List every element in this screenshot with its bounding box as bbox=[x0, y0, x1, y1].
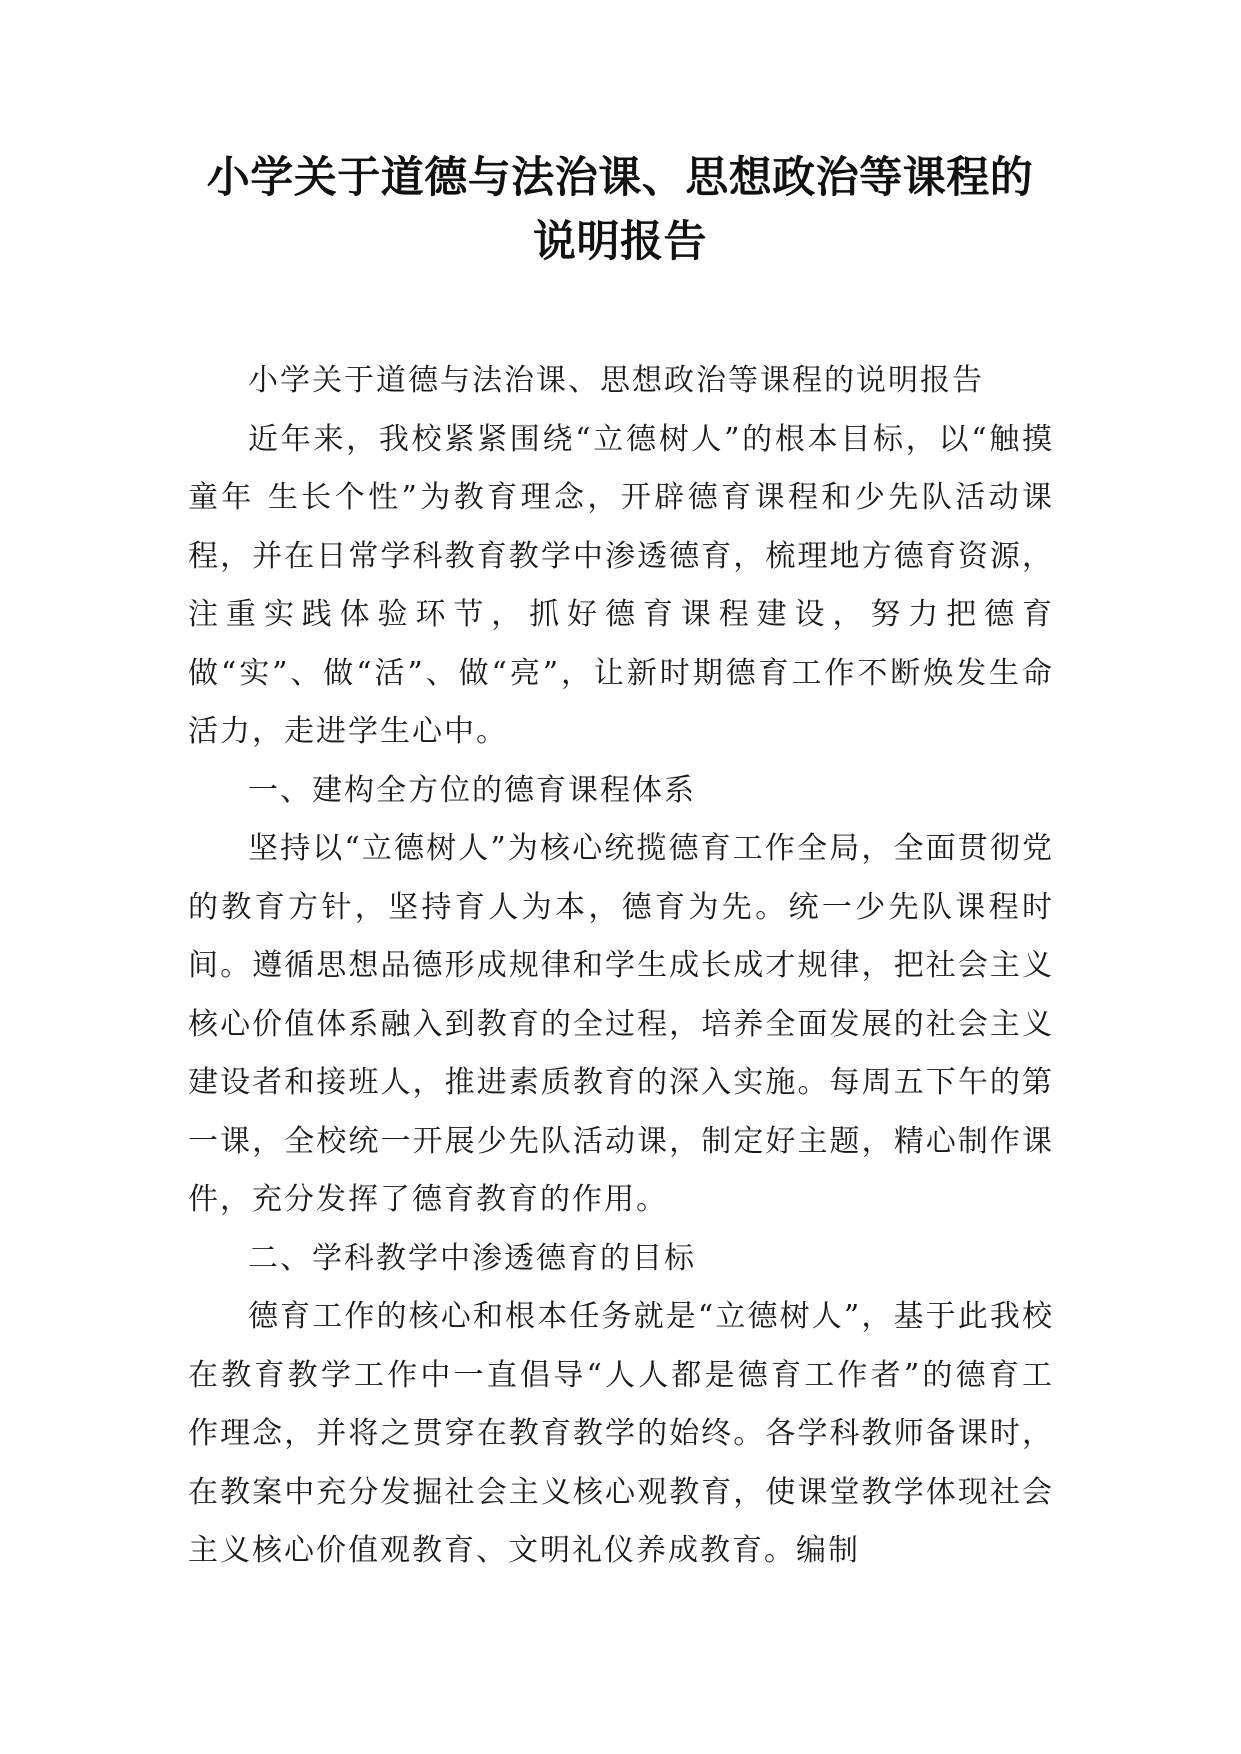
document-title-line-2: 说明报告 bbox=[533, 217, 707, 267]
document-title bbox=[170, 146, 1070, 274]
document-title-line-1: 小学关于道德与法治课、思想政治等课程的 bbox=[206, 153, 1034, 203]
body-paragraph-subtitle: 小学关于道德与法治课、思想政治等课程的说明报告 bbox=[248, 363, 984, 398]
body-paragraph-intro: 近年来，我校紧紧围绕“立德树人”的根本目标，以“触摸童年 生长个性”为教育理念，开辟德育课程和少先队活动课程，并在日常学科教育教学中渗透德育，梳理地方德育资源，注重实践体验环节，抓好德育课程建设，努力把德育做“实”、做“活”、做“亮”，让新时期德育工作不断焕发生命活力，走进学生心中。 bbox=[188, 421, 1054, 749]
body-paragraph-section-1: 坚持以“立德树人”为核心统揽德育工作全局，全面贯彻党的教育方针，坚持育人为本，德育为先。统一少先队课程时间。遵循思想品德形成规律和学生成长成才规律，把社会主义核心价值体系融入到教育的全过程，培养全面发展的社会主义建设者和接班人，推进素质教育的深入实施。每周五下午的第一课，全校统一开展少先队活动课，制定好主题，精心制作课件，充分发挥了德育教育的作用。 bbox=[188, 831, 1054, 1217]
document-body bbox=[188, 352, 1054, 1581]
body-paragraph-section-2: 德育工作的核心和根本任务就是“立德树人”，基于此我校在教育教学工作中一直倡导“人人都是德育工作者”的德育工作理念，并将之贯穿在教育教学的始终。各学科教师备课时，在教案中充分发掘社会主义核心观教育，使课堂教学体现社会主义核心价值观教育、文明礼仪养成教育。编制 bbox=[188, 1299, 1054, 1568]
section-heading-1: 一、建构全方位的德育课程体系 bbox=[248, 772, 696, 808]
section-heading-2: 二、学科教学中渗透德育的目标 bbox=[248, 1240, 696, 1276]
